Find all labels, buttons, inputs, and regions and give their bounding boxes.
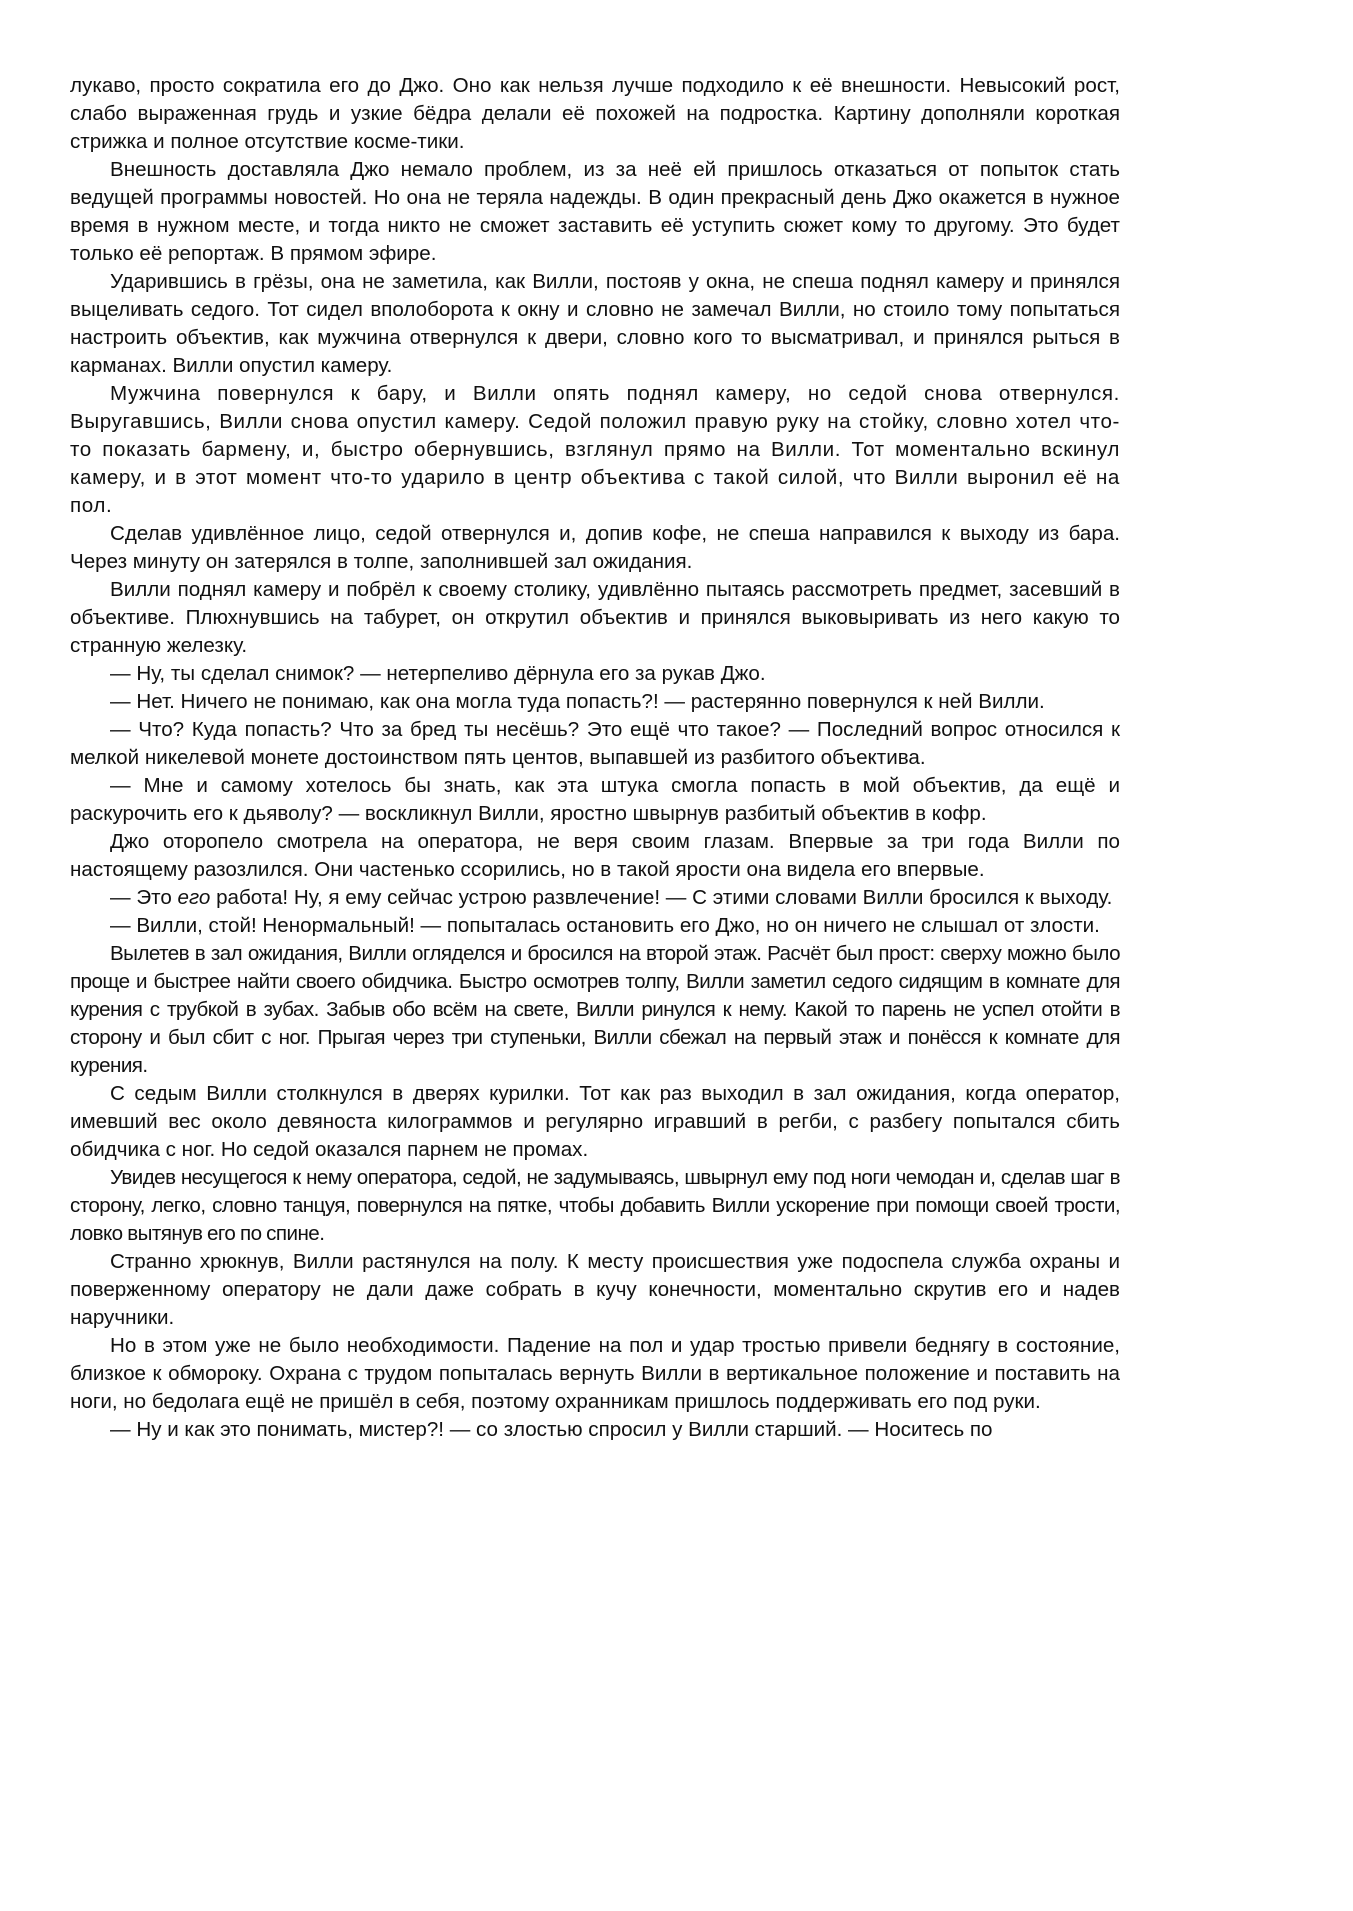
- paragraph: лукаво, просто сократила его до Джо. Оно как нельзя лучше подходило к её внешности. Невысокий рост, слабо выраженная грудь и узкие бёдра делали её похожей на подростка. Картину дополняли короткая стрижка и полное отсутствие косме-тики.: [70, 74, 1120, 153]
- paragraph: Внешность доставляла Джо немало проблем, из за неё ей пришлось отказаться от попыток стать ведущей программы новостей. Но она не теряла надежды. В один прекрасный день Джо окажется в нужное время в нужном месте, и тогда никто не сможет заставить её уступить сюжет кому то другому. Это будет только её репортаж. В прямом эфире.: [70, 158, 1120, 265]
- paragraph: Сделав удивлённое лицо, седой отвернулся и, допив кофе, не спеша направился к выходу из бара. Через минуту он затерялся в толпе, заполнившей зал ожидания.: [70, 522, 1120, 573]
- paragraph: Вилли поднял камеру и побрёл к своему столику, удивлённо пытаясь рассмотреть предмет, засевший в объективе. Плюхнувшись на табурет, он открутил объектив и принялся выковыривать из него какую то странную железку.: [70, 578, 1120, 657]
- paragraph-his-work: [70, 884, 1120, 912]
- paragraph: Увидев несущегося к нему оператора, седой, не задумываясь, швырнул ему под ноги чемодан и, сделав шаг в сторону, легко, словно танцуя, повернулся на пятке, чтобы добавить Вилли ускорение при помощи своей трости, ловко вытянув его по спине.: [70, 1166, 1120, 1245]
- paragraph: — Вилли, стой! Ненормальный! — попыталась остановить его Джо, но он ничего не слышал от злости.: [110, 914, 1100, 937]
- paragraph: Странно хрюкнув, Вилли растянулся на полу. К месту происшествия уже подоспела служба охраны и поверженному оператору не дали даже собрать в кучу конечности, моментально скрутив его и надев наручники.: [70, 1250, 1120, 1329]
- paragraph: Ударившись в грёзы, она не заметила, как Вилли, постояв у окна, не спеша поднял камеру и принялся выцеливать седого. Тот сидел вполоборота к окну и словно не замечал Вилли, но стоило тому попытаться настроить объектив, как мужчина отвернулся к двери, словно кого то высматривал, и принялся рыться в карманах. Вилли опустил камеру.: [70, 270, 1120, 377]
- paragraph: — Что? Куда попасть? Что за бред ты несёшь? Это ещё что такое? — Последний вопрос относился к мелкой никелевой монете достоинством пять центов, выпавшей из разбитого объектива.: [70, 718, 1120, 769]
- dialogue-text: — Это: [110, 886, 178, 909]
- document-page: [70, 72, 1120, 1444]
- paragraph: — Мне и самому хотелось бы знать, как эта штука смогла попасть в мой объектив, да ещё и раскурочить его к дьяволу? — воскликнул Вилли, яростно швырнув разбитый объектив в кофр.: [70, 774, 1120, 825]
- paragraph: — Нет. Ничего не понимаю, как она могла туда попасть?! — растерянно повернулся к ней Вилли.: [110, 690, 1045, 713]
- paragraph: — Ну и как это понимать, мистер?! — со злостью спросил у Вилли старший. — Носитесь по: [110, 1418, 993, 1441]
- dialogue-text: работа! Ну, я ему сейчас устрою развлечение! — С этими словами Вилли бросился к выходу.: [210, 886, 1113, 909]
- paragraph: Мужчина повернулся к бару, и Вилли опять поднял камеру, но седой снова отвернулся. Выругавшись, Вилли снова опустил камеру. Седой положил правую руку на стойку, словно хотел что-то показать бармену, и, быстро обернувшись, взглянул прямо на Вилли. Тот моментально вскинул камеру, и в этот момент что-то ударило в центр объектива с такой силой, что Вилли выронил её на пол.: [70, 382, 1120, 517]
- paragraph: Но в этом уже не было необходимости. Падение на пол и удар тростью привели беднягу в состояние, близкое к обмороку. Охрана с трудом попыталась вернуть Вилли в вертикальное положение и поставить на ноги, но бедолага ещё не пришёл в себя, поэтому охранникам пришлось поддерживать его под руки.: [70, 1334, 1120, 1413]
- emphasized-word: его: [177, 886, 211, 909]
- paragraph: — Ну, ты сделал снимок? — нетерпеливо дёрнула его за рукав Джо.: [110, 662, 766, 685]
- paragraph: С седым Вилли столкнулся в дверях курилки. Тот как раз выходил в зал ожидания, когда оператор, имевший вес около девяноста килограммов и регулярно игравший в регби, с разбегу попытался сбить обидчика с ног. Но седой оказался парнем не промах.: [70, 1082, 1120, 1161]
- paragraph: Джо оторопело смотрела на оператора, не веря своим глазам. Впервые за три года Вилли по настоящему разозлился. Они частенько ссорились, но в такой ярости она видела его впервые.: [70, 830, 1120, 881]
- paragraph: Вылетев в зал ожидания, Вилли огляделся и бросился на второй этаж. Расчёт был прост: сверху можно было проще и быстрее найти своего обидчика. Быстро осмотрев толпу, Вилли заметил седого сидящим в комнате для курения с трубкой в зубах. Забыв обо всём на свете, Вилли ринулся к нему. Какой то парень не успел отойти в сторону и был сбит с ног. Прыгая через три ступеньки, Вилли сбежал на первый этаж и понёсся к комнате для курения.: [70, 942, 1120, 1077]
